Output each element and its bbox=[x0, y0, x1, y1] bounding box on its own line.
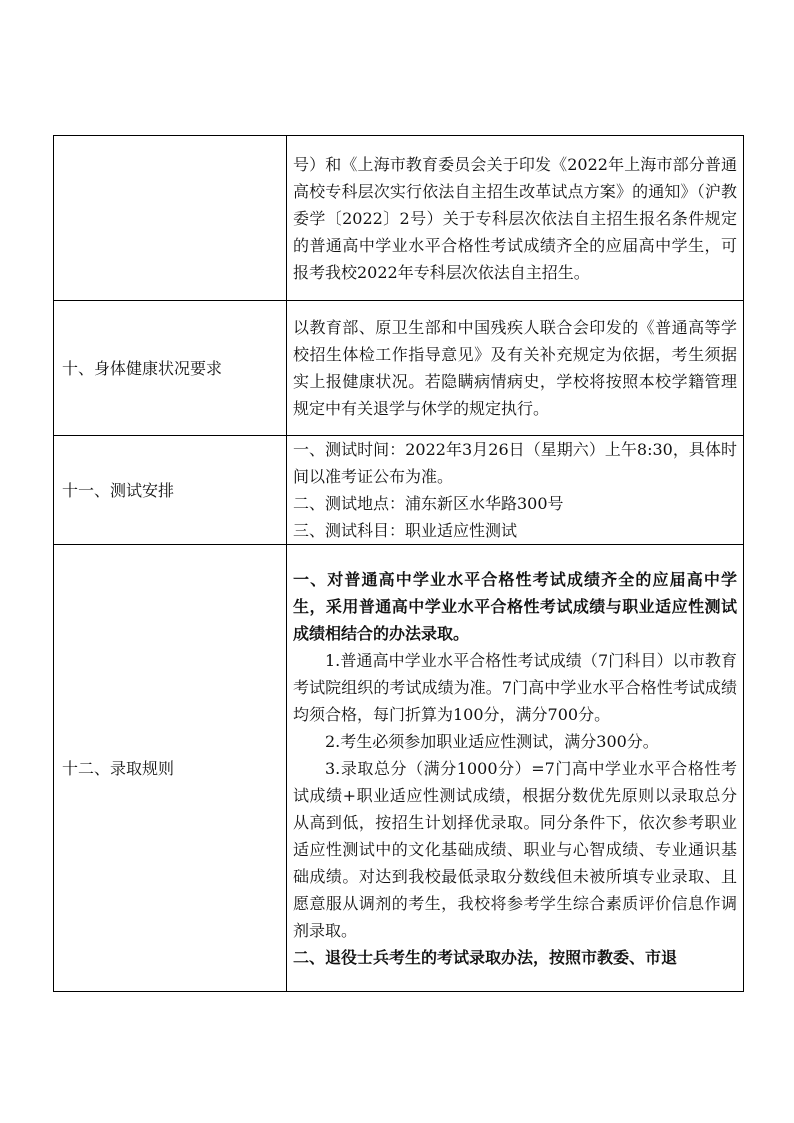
test-location: 二、测试地点：浦东新区水华路300号 bbox=[293, 494, 564, 513]
row-content-test-arrangement bbox=[287, 436, 744, 545]
admission-table bbox=[53, 135, 744, 992]
table-row bbox=[54, 301, 744, 436]
test-subject: 三、测试科目：职业适应性测试 bbox=[293, 521, 518, 540]
table-row bbox=[54, 136, 744, 301]
row-content-admission-rules bbox=[287, 545, 744, 992]
row-label-continued bbox=[54, 136, 287, 301]
eligibility-paragraph: 号）和《上海市教育委员会关于印发《2022年上海市部分普通高校专科层次实行依法自主招生改革试点方案》的通知》（沪教委学〔2022〕2号）关于专科层次依法自主招生报名条件规定的普通高中学业水平合格性考试成绩齐全的应届高中学生，可报考我校2022年专科层次依法自主招生。 bbox=[293, 154, 737, 282]
row-label-admission-rules: 十二、录取规则 bbox=[54, 545, 287, 992]
health-paragraph: 以教育部、原卫生部和中国残疾人联合会印发的《普通高等学校招生体检工作指导意见》及有关补充规定为依据，考生须据实上报健康状况。若隐瞒病情病史，学校将按照本校学籍管理规定中有关退学与休学的规定执行。 bbox=[293, 318, 737, 418]
row-label-test-arrangement: 十一、测试安排 bbox=[54, 436, 287, 545]
row-label-health: 十、身体健康状况要求 bbox=[54, 301, 287, 436]
rule-heading-2: 二、退役士兵考生的考试录取办法，按照市教委、市退 bbox=[293, 947, 678, 967]
rule-item-3: 3.录取总分（满分1000分）=7门高中学业水平合格性考试成绩+职业适应性测试成绩，根据分数优先原则以录取总分从高到低，按招生计划择优录取。同分条件下，依次参考职业适应性测试中的文化基础成绩、职业与心智成绩、专业通识基础成绩。对达到我校最低录取分数线但未被所填专业录取、且愿意服从调剂的考生，我校将参考学生综合素质评价信息作调剂录取。 bbox=[293, 758, 737, 940]
table-row bbox=[54, 545, 744, 992]
row-content-eligibility bbox=[287, 136, 744, 301]
rule-heading-1: 一、对普通高中学业水平合格性考试成绩齐全的应届高中学生，采用普通高中学业水平合格性考试成绩与职业适应性测试成绩相结合的办法录取。 bbox=[293, 569, 737, 643]
rule-item-2: 2.考生必须参加职业适应性测试，满分300分。 bbox=[325, 731, 659, 751]
row-content-health bbox=[287, 301, 744, 436]
test-time: 一、测试时间：2022年3月26日（星期六）上午8:30，具体时间以准考证公布为准。 bbox=[293, 440, 737, 486]
table-row bbox=[54, 436, 744, 545]
rule-item-1: 1.普通高中学业水平合格性考试成绩（7门科目）以市教育考试院组织的考试成绩为准。7门高中学业水平合格性考试成绩均须合格，每门折算为100分，满分700分。 bbox=[293, 650, 737, 724]
